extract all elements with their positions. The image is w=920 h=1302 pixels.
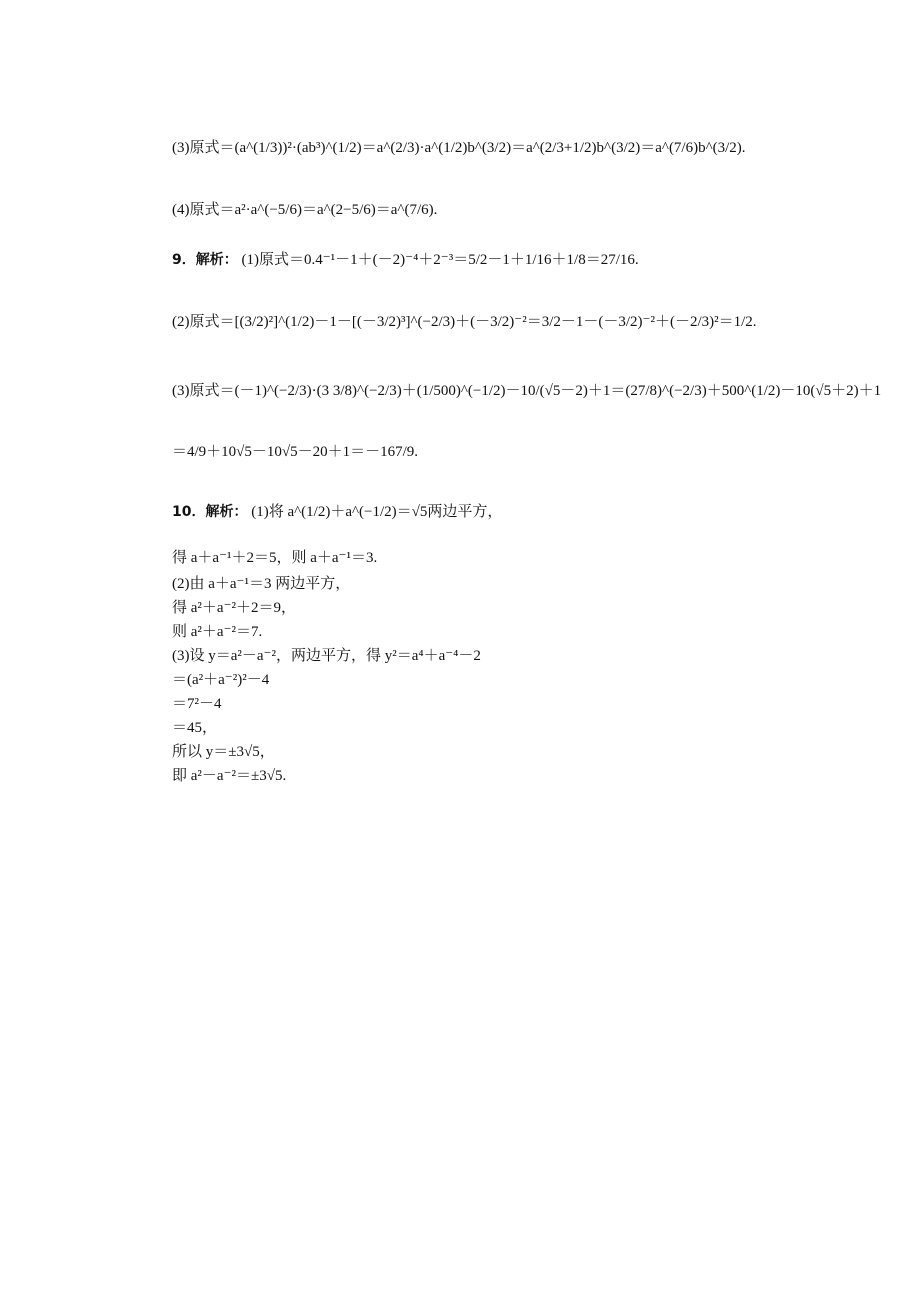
solution-9-part2: (2)原式＝[(3/2)²]^(1/2)－1－[(－3/2)³]^(−2/3)＋(－3/2)⁻²＝3/2－1－(－3/2)⁻²＋(－2/3)²＝1/2. <box>172 314 757 330</box>
solution-10-line8: ＝7²－4 <box>172 696 222 712</box>
solution-9-part1: (1)原式＝0.4⁻¹－1＋(－2)⁻⁴＋2⁻³＝5/2－1＋1/16＋1/8＝27/16. <box>241 252 639 268</box>
solution-10-line9: ＝45， <box>172 720 218 736</box>
solution-10-line10: 所以 y＝±3√5， <box>172 744 275 760</box>
solution-10-line11: 即 a²－a⁻²＝±3√5. <box>172 768 287 784</box>
solution-9-part3-line1: (3)原式＝(－1)^(−2/3)·(3 3/8)^(−2/3)＋(1/500)^(−1/2)－10/(√5－2)＋1＝(27/8)^(−2/3)＋500^(1/2)－10(√5＋2)＋1 <box>172 383 882 399</box>
solution-10-part1: (1)将 a^(1/2)＋a^(−1/2)＝√5两边平方， <box>251 504 503 520</box>
solution-10-line3: (2)由 a＋a⁻¹＝3 两边平方， <box>172 576 351 592</box>
solution-9-part3-line2: ＝4/9＋10√5－10√5－20＋1＝－167/9. <box>172 444 419 460</box>
solution-10-line5: 则 a²＋a⁻²＝7. <box>172 624 263 640</box>
solution-10-label: 10．解析： <box>172 504 248 520</box>
solution-8-part4: (4)原式＝a²·a^(−5/6)＝a^(2−5/6)＝a^(7/6). <box>172 202 438 218</box>
solution-10-line4: 得 a²＋a⁻²＋2＝9， <box>172 600 296 616</box>
solution-10-line6: (3)设 y＝a²－a⁻²，两边平方，得 y²＝a⁴＋a⁻⁴－2 <box>172 648 481 664</box>
solution-10-line2: 得 a＋a⁻¹＋2＝5，则 a＋a⁻¹＝3. <box>172 550 378 566</box>
solution-9-header <box>172 250 639 270</box>
solution-8-part3: (3)原式＝(a^(1/3))²·(ab³)^(1/2)＝a^(2/3)·a^(1/2)b^(3/2)＝a^(2/3+1/2)b^(3/2)＝a^(7/6)b^(3/2). <box>172 140 746 156</box>
solution-10-line7: ＝(a²＋a⁻²)²－4 <box>172 672 270 688</box>
solution-10-header <box>172 502 502 522</box>
solution-9-label: 9．解析： <box>172 252 238 268</box>
